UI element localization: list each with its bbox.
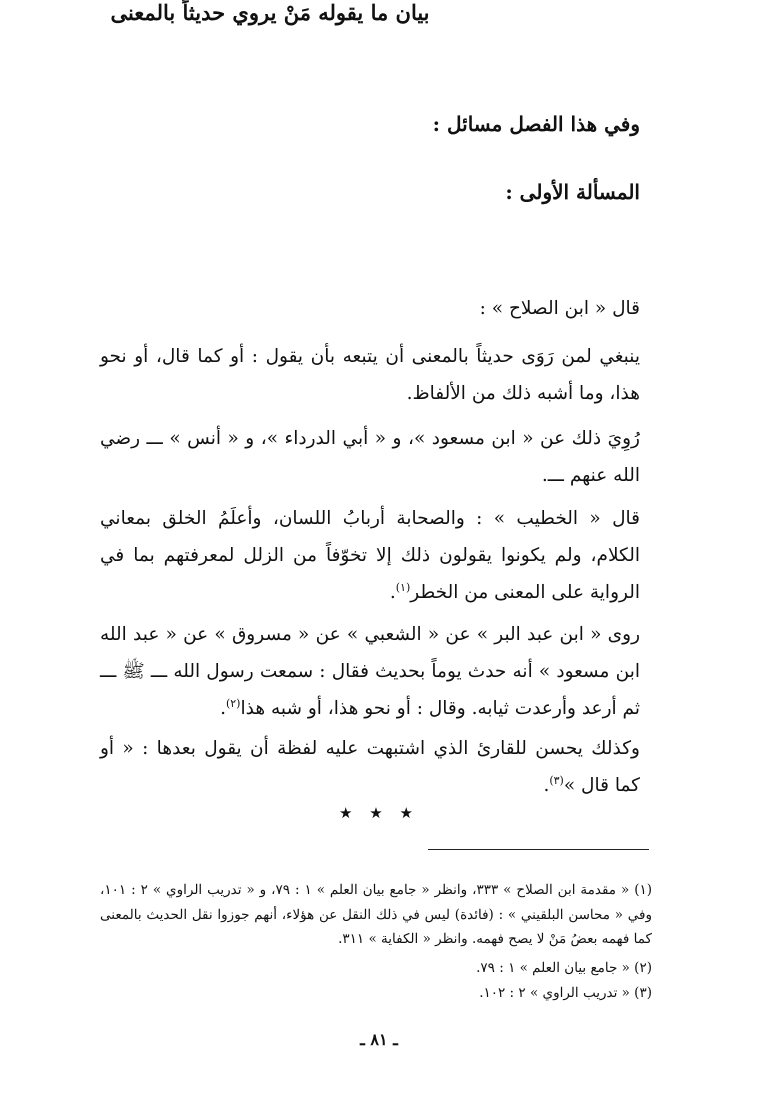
paragraph-1: قال « ابن الصلاح » : [479, 298, 640, 319]
footnote-ref-2: (٢) [225, 696, 241, 710]
footnote-ref-1: (١) [395, 580, 411, 594]
footnote-divider [428, 849, 649, 850]
footnote-3: (٣) « تدريب الراوي » ٢ : ١٠٢. [479, 985, 652, 1001]
footnote-ref-3: (٣) [549, 773, 564, 787]
footnote-1: (١) « مقدمة ابن الصلاح » ٣٣٣، وانظر « جامع بيان العلم » ١ : ٧٩، و « تدريب الراوي » ٢ : ١٠١، وفي « محاسن البلقيني » : (فائدة) ليس في ذلك النقل عن هؤلاء، أنهم جوزوا نقل الحديث بالمعنى كما فهمه بعضُ مَنْ لا يصح فهمه. وانظر « الكفاية » ٣١١. [100, 882, 653, 947]
paragraph-2: ينبغي لمن رَوَى حديثاً بالمعنى أن يتبعه بأن يقول : أو كما قال، أو نحو هذا، وما أشبه ذلك من الألفاظ. [100, 346, 640, 404]
section-separator-stars: ★ ★ ★ [339, 804, 419, 822]
paragraph-5-text: روى « ابن عبد البر » عن « الشعبي » عن « مسروق » عن « عبد الله ابن مسعود » أنه حدث يوماً بحديث فقال : سمعت رسول الله ـــ ﷺ ـــ ثم أرعد وأرعدت ثيابه. وقال : أو نحو هذا، أو شبه هذا [100, 624, 640, 719]
paragraph-5: روى « ابن عبد البر » عن « الشعبي » عن « مسروق » عن « عبد الله ابن مسعود » أنه حدث يوماً بحديث فقال : سمعت رسول الله ـــ ﷺ ـــ ثم أرعد وأرعدت ثيابه. وقال : أو نحو هذا، أو شبه هذا$^{(٢)}$. [100, 624, 640, 719]
chapter-issues-heading: وفي هذا الفصل مسائل : [432, 112, 640, 136]
paragraph-6-text: وكذلك يحسن للقارئ الذي اشتبهت عليه لفظة أن يقول بعدها : « أو كما قال » [100, 738, 640, 796]
paragraph-6: وكذلك يحسن للقارئ الذي اشتبهت عليه لفظة أن يقول بعدها : « أو كما قال »$^{(٣)}$. [100, 738, 640, 796]
paragraph-4-text: قال « الخطيب » : والصحابة أربابُ اللسان، وأعلَمُ الخلق بمعاني الكلام، ولم يكونوا يقولون ذلك إلا تخوّفاً من الزلل لمعرفتهم بما في الرواية على المعنى من الخطر [100, 508, 640, 603]
paragraph-3: رُوِيَ ذلك عن « ابن مسعود »، و « أبي الدرداء »، و « أنس » ـــ رضي الله عنهم ـــ. [100, 428, 640, 486]
section-title: بيان ما يقوله مَنْ يروي حديثاً بالمعنى [110, 0, 430, 25]
paragraph-4: قال « الخطيب » : والصحابة أربابُ اللسان، وأعلَمُ الخلق بمعاني الكلام، ولم يكونوا يقولون ذلك إلا تخوّفاً من الزلل لمعرفتهم بما في الرواية على المعنى من الخطر$^{(١)}$. [100, 508, 640, 603]
footnote-2: (٢) « جامع بيان العلم » ١ : ٧٩. [476, 960, 652, 976]
page-number: ـ ٨١ ـ [360, 1030, 398, 1049]
issue-heading: المسألة الأولى : [505, 180, 640, 204]
